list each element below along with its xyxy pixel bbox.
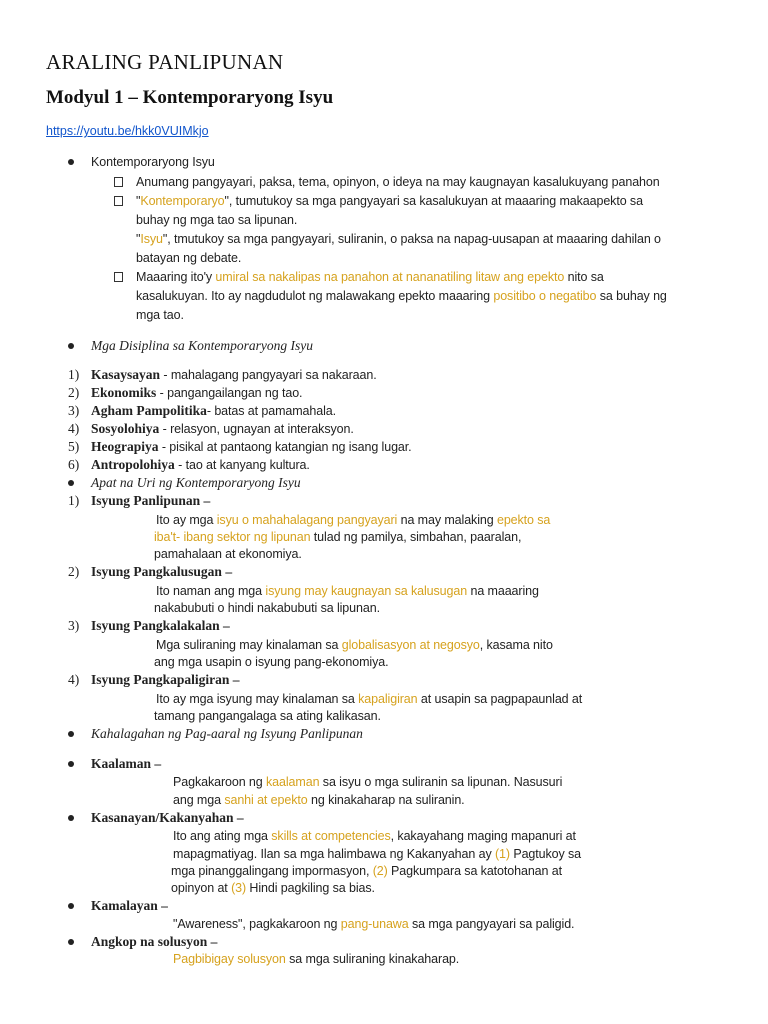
list-number: 2)	[68, 385, 80, 400]
square-bullet-icon	[114, 177, 123, 187]
definition-line: mga tao.	[136, 308, 184, 322]
section-heading: Apat na Uri ng Kontemporaryong Isyu	[91, 475, 301, 490]
definition-line: Maaaring ito'y umiral sa nakalipas na panahon at nananatiling litaw ang epekto nito sa	[136, 270, 604, 284]
definition-line: buhay ng mga tao sa lipunan.	[136, 213, 298, 227]
issue-description: tamang pangangalaga sa ating kalikasan.	[154, 709, 381, 723]
definition-line: batayan ng debate.	[136, 251, 242, 265]
list-item: Antropolohiya - tao at kanyang kultura.	[91, 457, 310, 472]
list-item: Sosyolohiya - relasyon, ugnayan at interaksyon.	[91, 421, 354, 436]
list-number: 3)	[68, 403, 80, 418]
issue-description: Mga suliraning may kinalaman sa globalisasyon at negosyo, kasama nito	[156, 638, 553, 652]
definition-line: kasalukuyan. Ito ay nagdudulot ng malawakang epekto maaaring positibo o negatibo sa buhay ng	[136, 289, 667, 303]
list-number: 5)	[68, 439, 80, 454]
definition-text: Anumang pangyayari, paksa, tema, opinyon, o ideya na may kaugnayan kasalukuyang panahon	[136, 175, 660, 189]
issue-type-title: Isyung Pangkalakalan –	[91, 618, 230, 633]
issue-description: Ito ay mga isyu o mahahalagang pangyayari na may malaking epekto sa	[156, 513, 551, 527]
importance-description: mga pinanggalingang impormasyon, (2) Pagkumpara sa katotohanan at	[171, 864, 562, 878]
definition-line: "Isyu", tmutukoy sa mga pangyayari, suliranin, o paksa na napag-uusapan at maaaring dahilan o	[136, 232, 661, 246]
list-number: 6)	[68, 457, 80, 472]
bullet-icon	[68, 159, 74, 165]
issue-description: pamahalaan at ekonomiya.	[154, 547, 302, 561]
issue-type-title: Isyung Pangkalusugan –	[91, 564, 233, 579]
bullet-icon	[68, 761, 74, 767]
list-item: Kasaysayan - mahalagang pangyayari sa nakaraan.	[91, 367, 377, 382]
importance-title: Kaalaman –	[91, 756, 162, 771]
importance-description: mapagmatiyag. Ilan sa mga halimbawa ng Kakanyahan ay (1) Pagtukoy sa	[173, 847, 582, 861]
section-heading: Kahalagahan ng Pag-aaral ng Isyung Panlipunan	[91, 726, 363, 741]
bullet-icon	[68, 815, 74, 821]
section-heading: Mga Disiplina sa Kontemporaryong Isyu	[91, 338, 313, 353]
list-number: 1)	[68, 493, 80, 508]
list-item: Ekonomiks - pangangailangan ng tao.	[91, 385, 303, 400]
importance-description: Pagkakaroon ng kaalaman sa isyu o mga suliranin sa lipunan. Nasusuri	[173, 775, 563, 789]
list-number: 2)	[68, 564, 80, 579]
importance-description: ang mga sanhi at epekto ng kinakaharap na suliranin.	[173, 793, 465, 807]
issue-type-title: Isyung Panlipunan –	[91, 493, 211, 508]
list-number: 1)	[68, 367, 80, 382]
importance-title: Angkop na solusyon –	[91, 934, 218, 949]
issue-description: ang mga usapin o isyung pang-ekonomiya.	[154, 655, 389, 669]
document-title: ARALING PANLIPUNAN	[46, 50, 284, 74]
bullet-icon	[68, 343, 74, 349]
bullet-icon	[68, 731, 74, 737]
issue-description: Ito naman ang mga isyung may kaugnayan sa kalusugan na maaaring	[156, 584, 539, 598]
youtube-link[interactable]: https://youtu.be/hkk0VUIMkjo	[46, 124, 209, 138]
square-bullet-icon	[114, 196, 123, 206]
list-number: 3)	[68, 618, 80, 633]
importance-description: Ito ang ating mga skills at competencies, kakayahang maging mapanuri at	[173, 829, 576, 843]
importance-description: "Awareness", pagkakaroon ng pang-unawa sa mga pangyayari sa paligid.	[173, 917, 575, 931]
importance-description: opinyon at (3) Hindi pagkiling sa bias.	[171, 881, 375, 895]
list-number: 4)	[68, 672, 80, 687]
issue-description: Ito ay mga isyung may kinalaman sa kapaligiran at usapin sa pagpapaunlad at	[156, 692, 583, 706]
bullet-icon	[68, 480, 74, 486]
issue-description: nakabubuti o hindi nakabubuti sa lipunan.	[154, 601, 380, 615]
importance-title: Kasanayan/Kakanyahan –	[91, 810, 244, 825]
module-subtitle: Modyul 1 – Kontemporaryong Isyu	[46, 87, 334, 108]
square-bullet-icon	[114, 272, 123, 282]
list-item: Heograpiya - pisikal at pantaong katangian ng isang lugar.	[91, 439, 412, 454]
bullet-icon	[68, 903, 74, 909]
list-number: 4)	[68, 421, 80, 436]
importance-description: Pagbibigay solusyon sa mga suliraning kinakaharap.	[173, 952, 460, 966]
definition-line: "Kontemporaryo", tumutukoy sa mga pangyayari sa kasalukuyan at maaaring makaapekto sa	[136, 194, 643, 208]
issue-description: iba't- ibang sektor ng lipunan tulad ng pamilya, simbahan, paaralan,	[154, 530, 522, 544]
issue-type-title: Isyung Pangkapaligiran –	[91, 672, 240, 687]
list-item: Agham Pampolitika- batas at pamamahala.	[91, 403, 337, 418]
importance-title: Kamalayan –	[91, 898, 168, 913]
section-heading: Kontemporaryong Isyu	[91, 155, 215, 169]
bullet-icon	[68, 939, 74, 945]
